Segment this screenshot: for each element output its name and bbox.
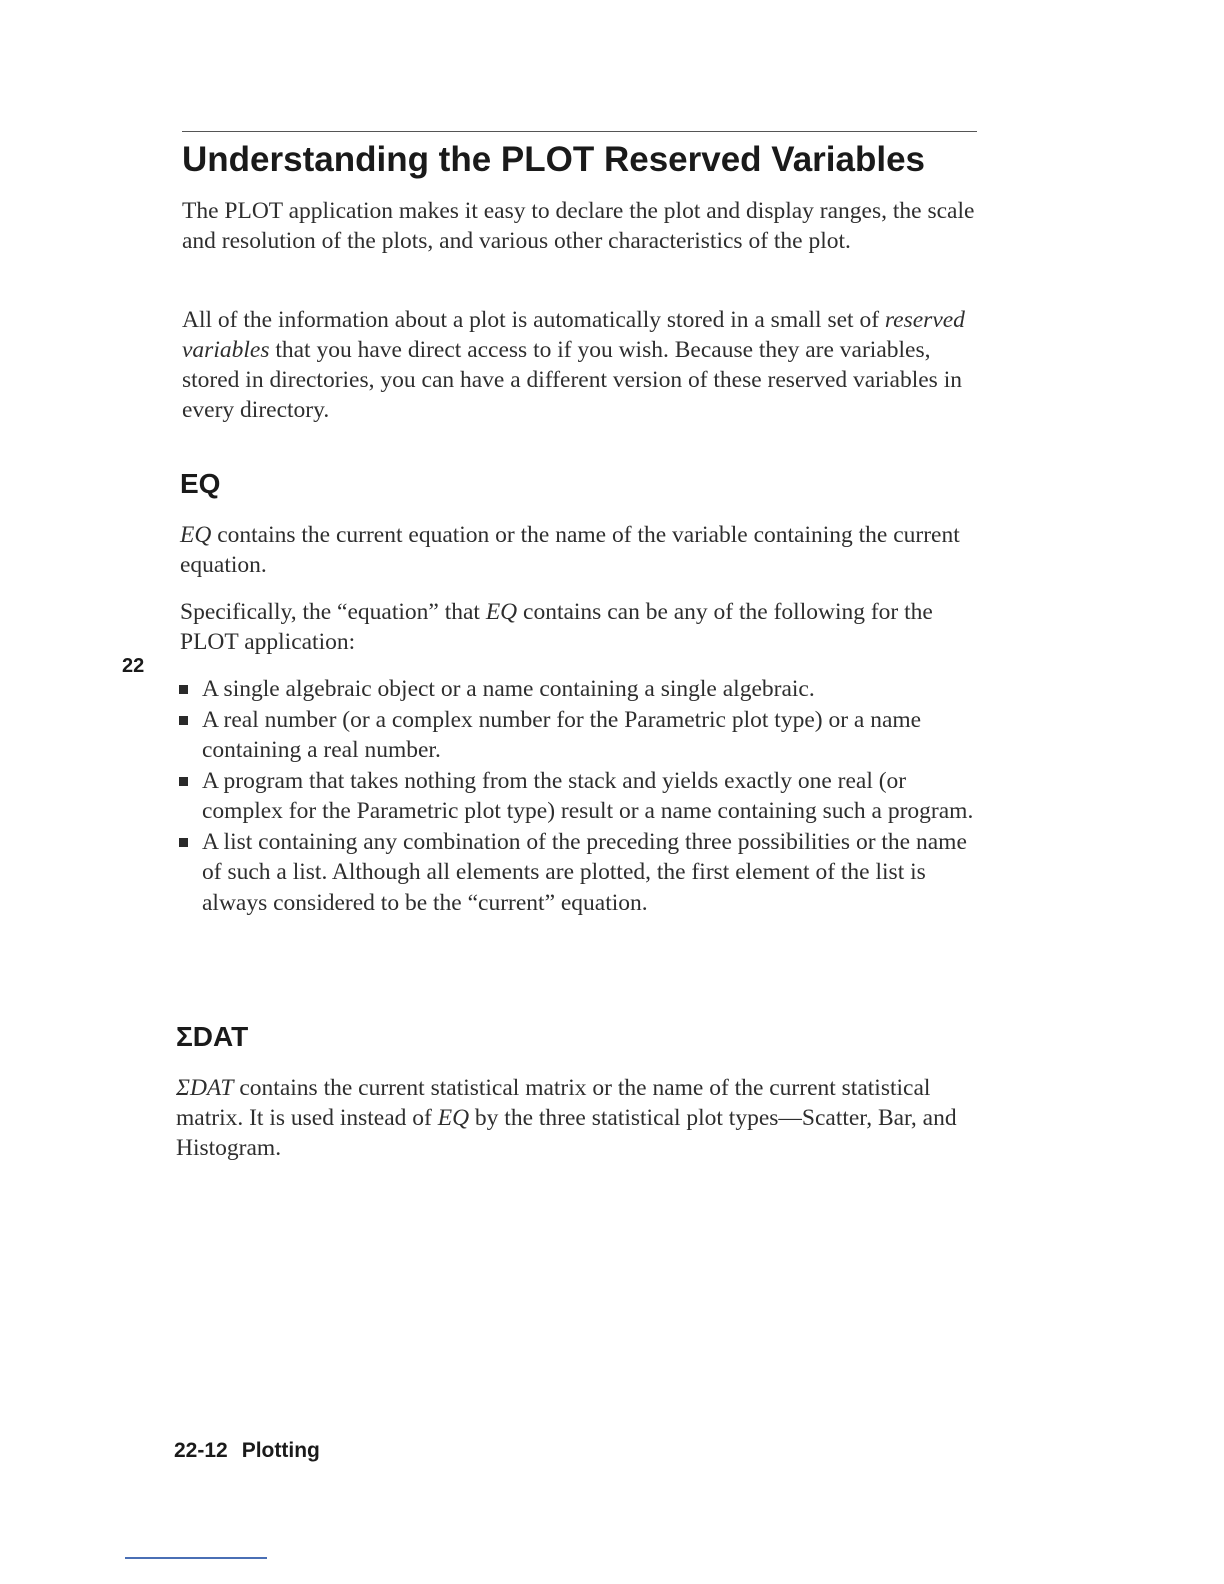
bullet-text: A real number (or a complex number for the Parametric plot type) or a name containing a real number.	[202, 706, 922, 763]
sdat-emphasis: ΣDAT	[176, 1075, 234, 1101]
reserved-variables-emphasis: reserved variables	[182, 307, 965, 363]
intro-paragraph-2-after: that you have direct access to if you wish. Because they are variables, stored in directories, you can have a different version of these reserved variables in every directory.	[182, 337, 962, 423]
eq-bullet-list	[176, 674, 986, 918]
chapter-side-tab: 22	[122, 655, 145, 677]
square-bullet-icon	[179, 838, 188, 847]
sdat-paragraph-after: by the three statistical plot types—Scatter, Bar, and Histogram.	[176, 1105, 957, 1161]
list-item	[176, 766, 986, 827]
footer-chapter: Plotting	[241, 1439, 320, 1462]
intro-paragraph-2	[182, 305, 982, 425]
bullet-text: A program that takes nothing from the stack and yields exactly one real (or complex for the Parametric plot type) result or a name containing such a program.	[202, 767, 974, 824]
eq-paragraph-1	[180, 520, 980, 580]
footer-page-number: 22-12	[174, 1439, 228, 1462]
list-item	[176, 827, 986, 919]
eq-emphasis-3: EQ	[437, 1105, 470, 1131]
list-item	[176, 674, 986, 705]
intro-paragraph-2-before: All of the information about a plot is automatically stored in a small set of	[182, 307, 885, 333]
square-bullet-icon	[179, 777, 188, 786]
bullet-text: A single algebraic object or a name containing a single algebraic.	[202, 676, 815, 702]
sdat-heading: ΣDAT	[176, 1021, 249, 1052]
square-bullet-icon	[179, 716, 188, 725]
list-item	[176, 705, 986, 766]
bullet-text: A list containing any combination of the preceding three possibilities or the name of such a list. Although all elements are plotted, the first element of the list is always considered to be the “current” equation.	[202, 828, 967, 916]
square-bullet-icon	[179, 685, 188, 694]
sdat-paragraph	[176, 1073, 976, 1163]
eq-emphasis-2: EQ	[485, 599, 518, 625]
eq-paragraph-2-before: Specifically, the “equation” that	[180, 599, 486, 625]
sdat-paragraph-middle: contains the current statistical matrix or the name of the current statistical matrix. It is used instead of	[176, 1075, 931, 1131]
top-rule	[182, 131, 977, 132]
intro-paragraph-1: The PLOT application makes it easy to declare the plot and display ranges, the scale and resolution of the plots, and various other characteristics of the plot.	[182, 198, 975, 254]
bottom-rule	[125, 1557, 267, 1559]
eq-heading: EQ	[180, 468, 221, 499]
eq-paragraph-2-after: contains can be any of the following for the PLOT application:	[180, 599, 933, 655]
eq-paragraph-1-after: contains the current equation or the name of the variable containing the current equation.	[180, 522, 960, 578]
page-title: Understanding the PLOT Reserved Variables	[182, 140, 925, 179]
page-footer	[174, 1437, 320, 1465]
eq-emphasis: EQ	[180, 522, 212, 548]
eq-paragraph-2	[180, 597, 980, 657]
